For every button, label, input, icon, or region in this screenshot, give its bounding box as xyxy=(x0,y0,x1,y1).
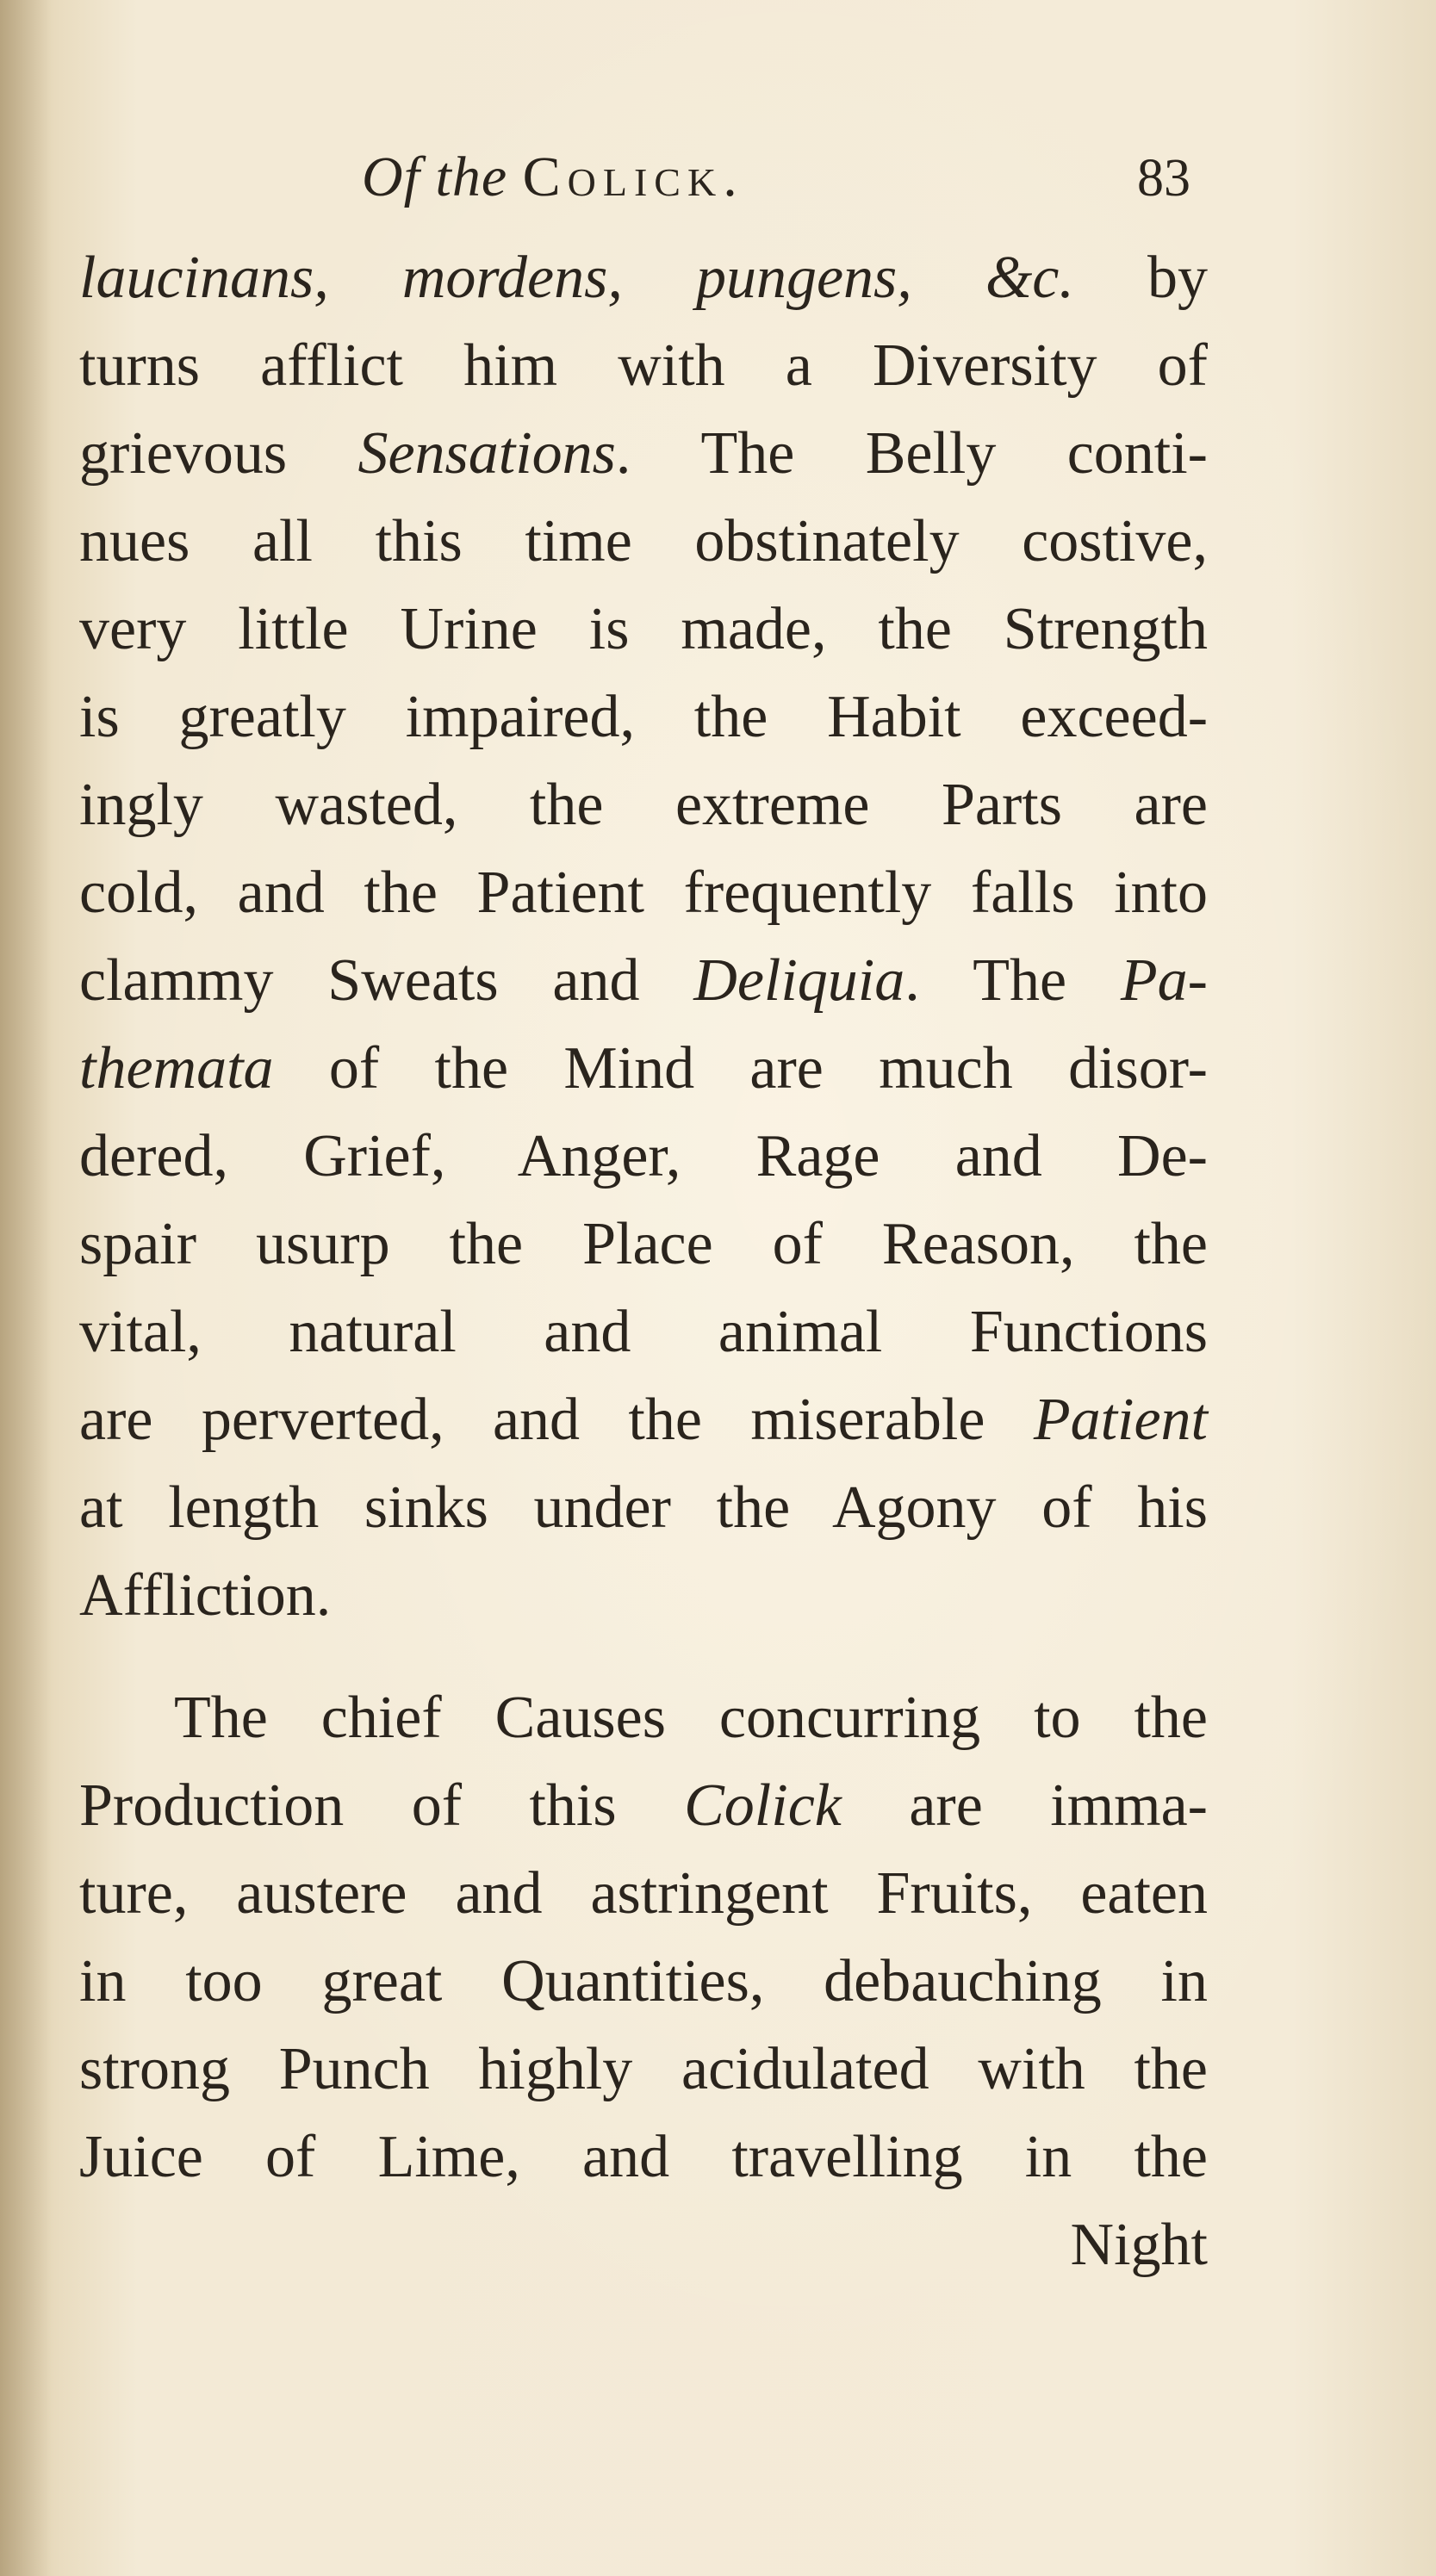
text-run: are perverted, and the miserable xyxy=(79,1387,1034,1453)
text-line xyxy=(79,1938,1208,2026)
text-line xyxy=(79,1376,1208,1464)
text-line xyxy=(79,2026,1208,2114)
text-run: . The xyxy=(904,947,1121,1014)
italic-text: Pa- xyxy=(1120,947,1208,1014)
text-run: turns afflict him with a Diversity of xyxy=(79,332,1208,399)
text-line xyxy=(79,849,1208,937)
page-header xyxy=(0,129,1436,224)
text-run: grievous xyxy=(79,420,358,487)
running-title-smallcaps: Colick. xyxy=(522,146,744,208)
text-run: Juice of Lime, and travelling in the xyxy=(79,2124,1208,2190)
text-line xyxy=(79,1113,1208,1201)
text-line xyxy=(79,1674,1208,1762)
italic-text: themata xyxy=(79,1035,274,1102)
paragraph xyxy=(79,1674,1208,2201)
text-run: strong Punch highly acidulated with the xyxy=(79,2036,1208,2102)
paragraph xyxy=(79,234,1208,1640)
text-line xyxy=(79,498,1208,586)
catchword: Night xyxy=(1070,2212,1208,2278)
paragraph-gap xyxy=(79,1640,1208,1674)
italic-text: Patient xyxy=(1033,1387,1208,1453)
text-line xyxy=(79,586,1208,673)
text-line xyxy=(79,1288,1208,1376)
text-line xyxy=(79,410,1208,498)
text-run: at length sinks under the Agony of his xyxy=(79,1474,1208,1541)
text-run: in too great Quantities, debauching in xyxy=(79,1948,1208,2014)
text-run: vital, natural and animal Functions xyxy=(79,1299,1208,1365)
text-run: The chief Causes concurring to the xyxy=(174,1685,1208,1751)
text-run: is greatly impaired, the Habit exceed- xyxy=(79,684,1208,750)
text-line xyxy=(79,1762,1208,1850)
page-number: 83 xyxy=(1137,149,1190,208)
text-line xyxy=(79,2114,1208,2201)
text-line xyxy=(79,937,1208,1025)
text-line xyxy=(79,322,1208,410)
text-run: Affliction. xyxy=(79,1562,332,1629)
italic-text: Deliquia xyxy=(693,947,905,1014)
italic-text: Sensations xyxy=(357,420,616,487)
text-line xyxy=(79,1552,1208,1640)
text-line xyxy=(79,1201,1208,1288)
italic-text: Colick xyxy=(684,1772,842,1839)
text-run: spair usurp the Place of Reason, the xyxy=(79,1211,1208,1277)
text-line xyxy=(79,1025,1208,1113)
text-line xyxy=(79,234,1208,322)
text-run: ingly wasted, the extreme Parts are xyxy=(79,772,1208,838)
running-title xyxy=(362,145,744,210)
text-run: Production of this xyxy=(79,1772,685,1839)
text-line xyxy=(79,1850,1208,1938)
text-run: nues all this time obstinately costive, xyxy=(79,508,1208,574)
text-run: of the Mind are much disor- xyxy=(273,1035,1208,1102)
text-run: clammy Sweats and xyxy=(79,947,694,1014)
text-run: cold, and the Patient frequently falls into xyxy=(79,860,1208,926)
italic-text: laucinans, mordens, pungens, &c. xyxy=(79,245,1074,311)
text-line xyxy=(79,761,1208,849)
text-line xyxy=(79,673,1208,761)
text-run: very little Urine is made, the Strength xyxy=(79,596,1208,662)
text-run: are imma- xyxy=(841,1772,1208,1839)
text-run: ture, austere and astringent Fruits, eaten xyxy=(79,1860,1208,1927)
text-line xyxy=(79,1464,1208,1552)
text-run: . The Belly conti- xyxy=(615,420,1208,487)
page-gutter-shadow xyxy=(0,0,52,2576)
running-title-italic: Of the xyxy=(362,146,508,208)
text-run: dered, Grief, Anger, Rage and De- xyxy=(79,1123,1208,1189)
text-run: by xyxy=(1073,245,1209,311)
body-text xyxy=(79,234,1208,2289)
